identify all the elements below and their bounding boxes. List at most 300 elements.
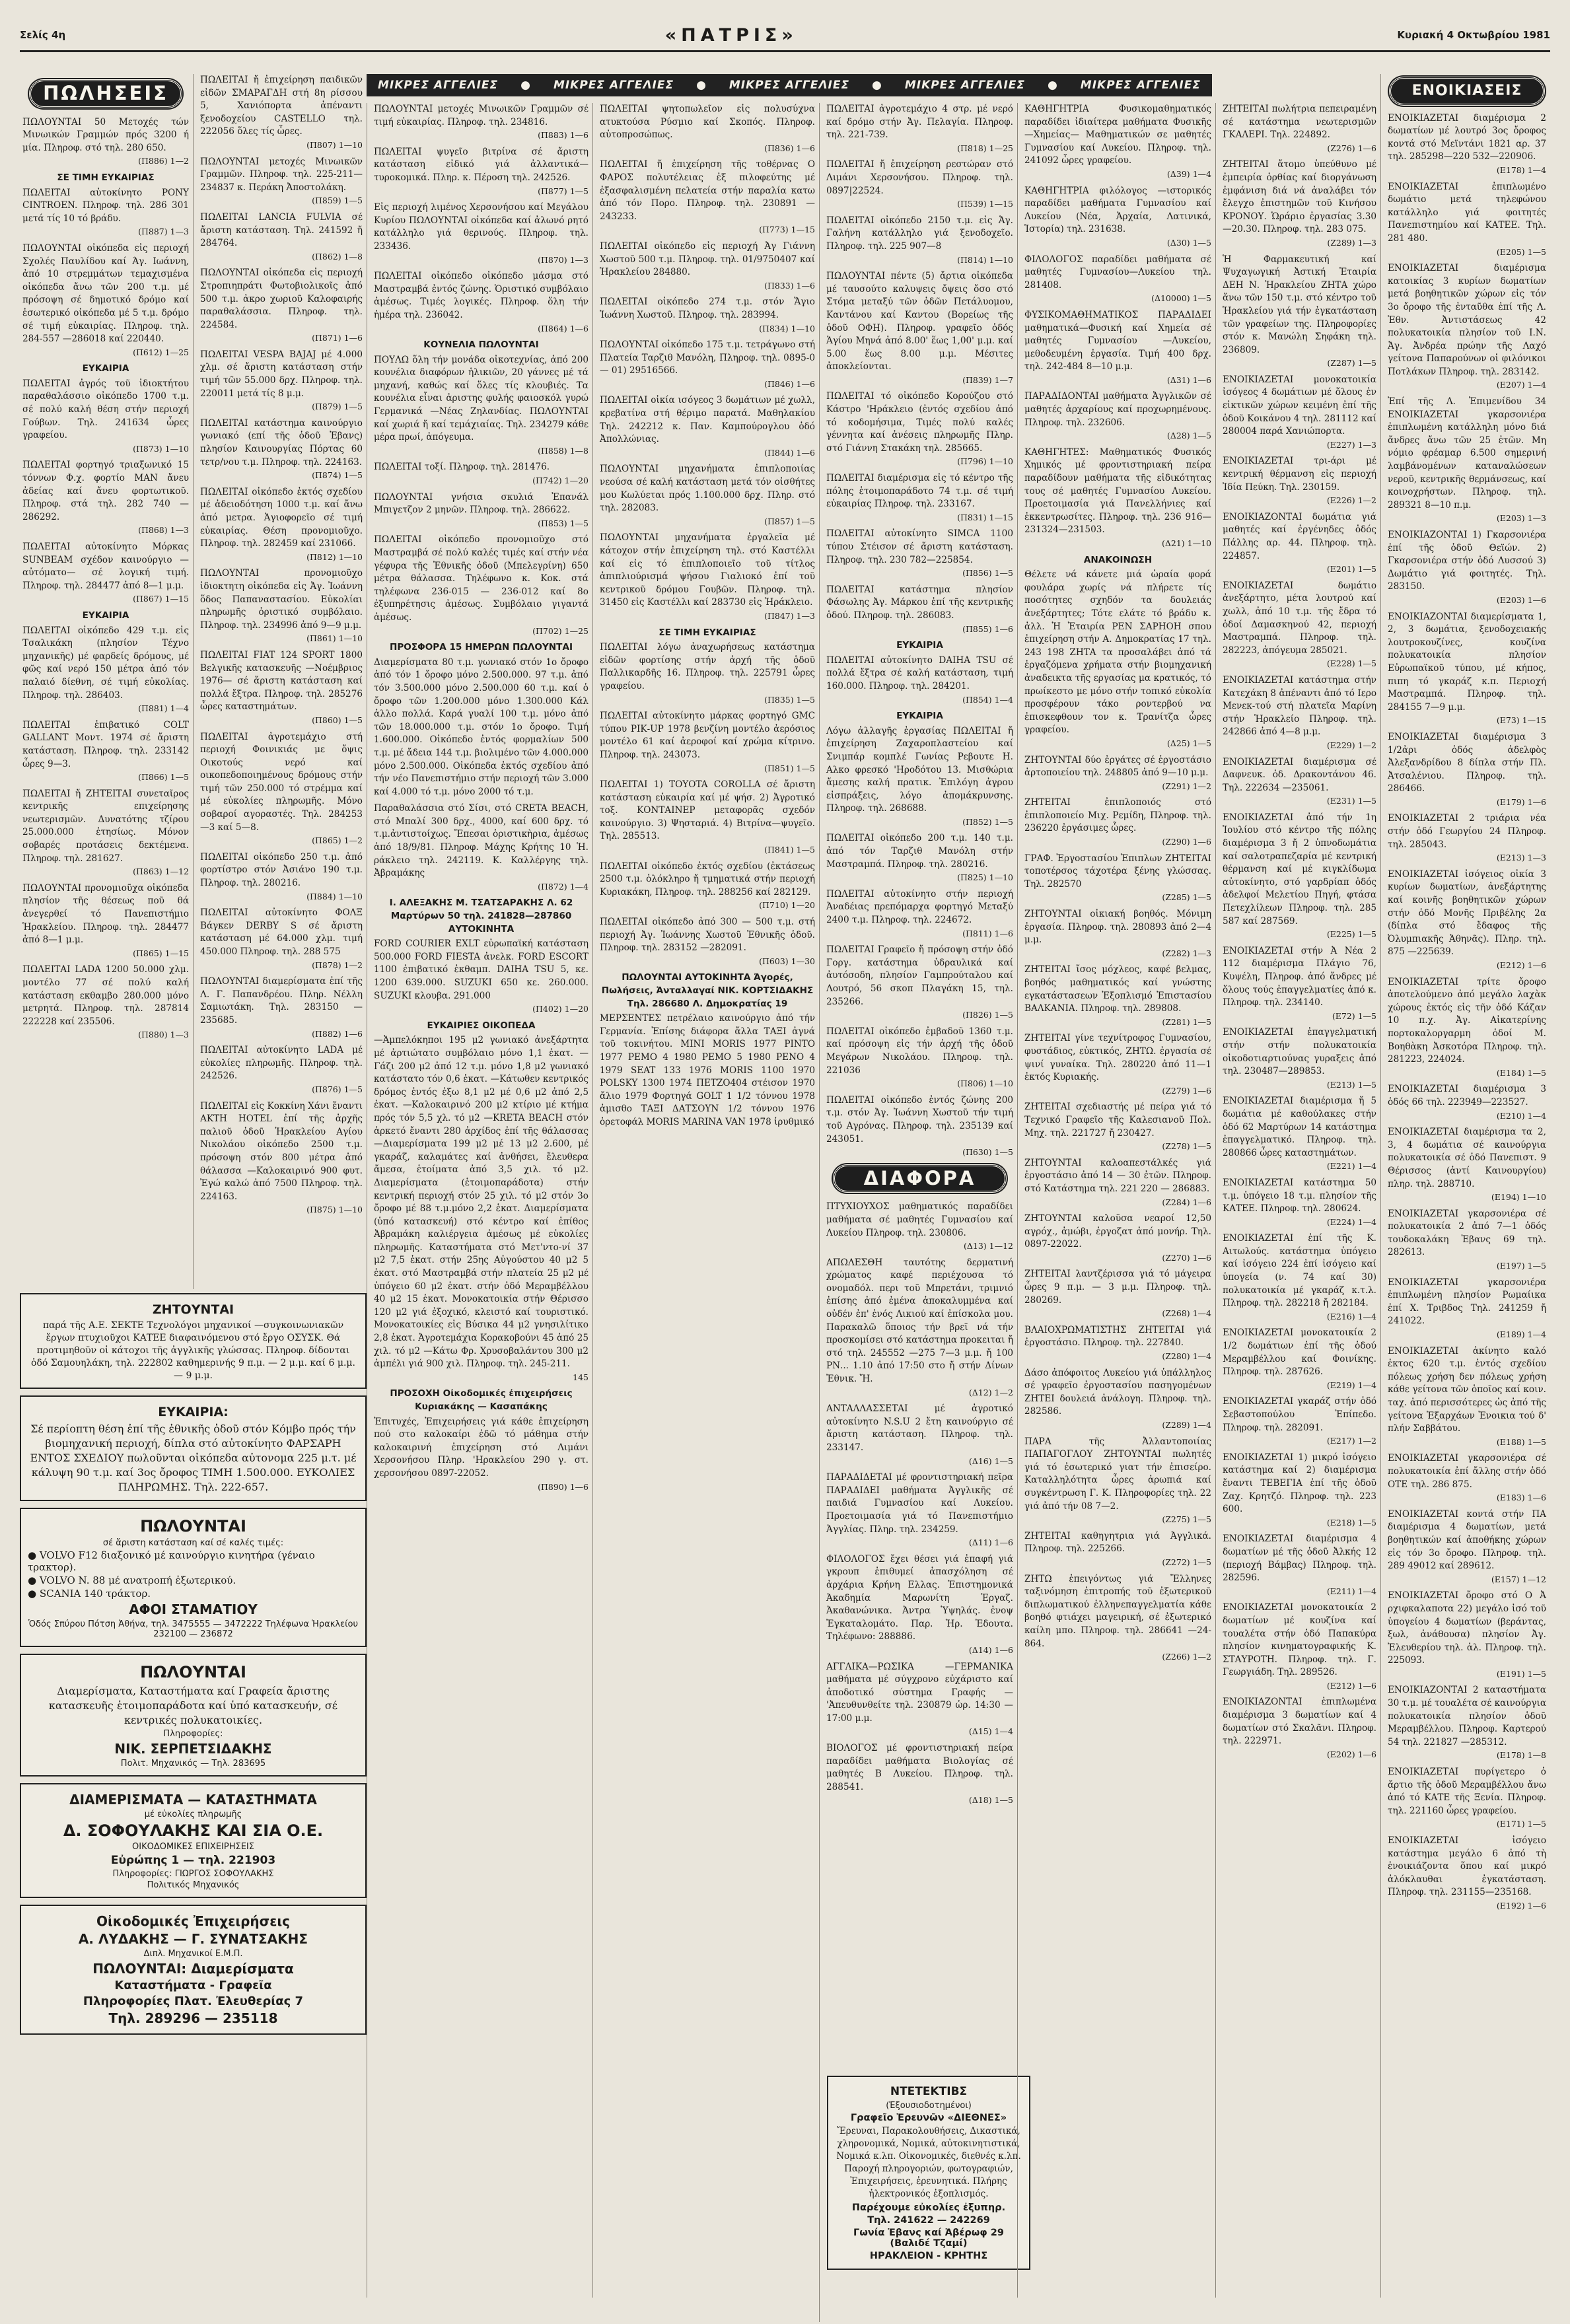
classified-ad: [1024, 1530, 1211, 1569]
classified-ad: [1388, 731, 1546, 809]
classified-ad: [1388, 868, 1546, 972]
flats-box: [20, 1654, 367, 1777]
ad-reference: (Π835) 1—5: [764, 694, 815, 705]
ad-text: ΖΗΤΕΙΤΑΙ σχεδιαστής μέ πείρα γιά τό Τεχνικό Γραφεῖο τῆς Καλεσιανοῦ Πολ. Μηχ. τηλ. 221727 ἤ 230427.: [1024, 1102, 1211, 1139]
classified-ad: [600, 1012, 815, 1129]
classified-ad: [1388, 396, 1546, 525]
classified-ad: [1223, 1533, 1376, 1598]
lydakis-role: Διπλ. Μηχανικοί Ε.Μ.Π.: [143, 1949, 243, 1959]
lydakis-info: Πληροφορίες Πλατ. Ἐλευθερίας 7: [83, 1994, 304, 2008]
ad-text: ΠΩΛΟΥΝΤΑΙ διαμερίσματα ἐπί τῆς Λ. Γ. Παπανδρέου. Πληρ. Νέλλη Σαμιωτάκη. Τηλ. 283150 —235685.: [200, 976, 363, 1026]
ads-list: [1223, 103, 1376, 1761]
ad-reference: (Ε231) 1—5: [1326, 796, 1376, 806]
sofoulakis-person: Πληροφορίες: ΓΙΩΡΓΟΣ ΣΟΦΟΥΛΑΚΗΣ: [112, 1869, 274, 1879]
ad-reference: (Ε72) 1—5: [1332, 1010, 1376, 1021]
ad-text: ΖΗΤΕΙΤΑΙ λαντζέρισσα γιά τό μάγειρα ὧρες 9 π.μ. — 3 μ.μ. Πληροφ. τηλ. 280269.: [1024, 1269, 1211, 1306]
classified-ad: [600, 296, 815, 335]
ad-text: ΠΩΛΕΙΤΑΙ ἤ ἐπιχείρηση τῆς τοθέρνας Ο ΦΑΡΟΣ πολυτέλειας ἐξ πιλοφεύτης μέ ἐξασφαλισμένη πελατεία στήν παραλία κατω ἀπό τόν Πορο. Πληροφ. τηλ. 230891 — 243233.: [600, 159, 815, 222]
ad-reference: (Ζ272) 1—5: [1162, 1557, 1211, 1567]
ad-reference: (Ε216) 1—4: [1326, 1311, 1376, 1321]
ad-reference: (Π870) 1—3: [538, 254, 589, 265]
ad-text: Ἐπί τῆς Λ. Ἐπιμενίδου 34 ΕΝΟΙΚΙΑΖΕΤΑΙ γκαρσονιέρα ἐπιπλωμένη κατάλληλη μόνο διά ἄνδρες ἄνω τῶν 25 ἐτῶν. Μη νόμιο φρέαμαρ 6.500 σημερινή λαμβάνομένων καταναλώσεων νεροῦ, κεντρικῆς θερμάνσεως, καί κοινοχρήστων. Πληροφ. τηλ. 289321 8—10 π.μ.: [1388, 396, 1546, 511]
ad-reference: (Π890) 1—6: [538, 1481, 589, 1492]
ad-text: ΠΩΛΟΥΝΤΑΙ προνομιοῦχα οἰκόπεδα πλησίον τῆς θέσεως ποῦ θά ἀνεγερθεί τό Πανεπιστήμιο Ἡρακλείου. Πληροφ. τηλ. 284477 ἀπό 8—1 μ.μ.: [22, 882, 189, 946]
ad-text: ΠΩΛΕΙΤΑΙ οἰκόπεδο οἰκόπεδο μάσμα στό Μαστραμβά ἐντός ζώνης. Ὁριστικό συμβόλαιο ἀμέσως. Τιμές λογικές. Πληροφ. ὅλη τήν ἡμέρα τηλ. 236042.: [374, 271, 589, 320]
ad-reference: (Π868) 1—3: [138, 525, 189, 536]
ad-reference: (Ε229) 1—2: [1326, 740, 1376, 750]
sofoulakis-role: Πολιτικός Μηχανικός: [147, 1880, 240, 1890]
classified-ad: [1223, 1602, 1376, 1692]
ad-text: ΕΝΟΙΚΙΑΖΟΝΤΑΙ ἐπιπλωμένα διαμέρισμα 3 δωματίων καί 4 δωματίων στό Σκαλᾶνι. Πληροφ. τηλ. 222971.: [1223, 1697, 1376, 1747]
column-5: [819, 103, 1017, 2322]
wanted-box: [20, 1293, 367, 1389]
ad-reference: (Π852) 1—5: [962, 816, 1013, 827]
ad-text: ΠΩΛΕΙΤΑΙ ψητοπωλεῖον εἰς πολυσύχνα ατυκτούσα Ρύσμιο καί Σκοπός. Πληροφ. αὐτοπροσώπως.: [600, 104, 815, 141]
ad-reference: (Π876) 1—5: [312, 1084, 363, 1094]
detectives-svc: Παρέχουμε εὐκολίες ἐξυπηρ.: [851, 2202, 1006, 2213]
classified-ad: [1024, 185, 1211, 250]
classified-ad: [22, 625, 189, 715]
ad-reference: (Π702) 1—25: [532, 625, 589, 636]
ad-reference: (Π844) 1—6: [764, 447, 815, 458]
classified-ad: [1223, 254, 1376, 370]
classified-ad: [1024, 1268, 1211, 1320]
ad-reference: (Δ31) 1—6: [1166, 374, 1211, 385]
ad-text: FORD COURIER EXLT εὐρωπαϊκή κατάσταση 500.000 FORD FIESTA ἀνελκ. FORD ESCORT 1100 ἐπιβατικό ἐκθαμπ. DAIHA TSU 5, κε. 1200 639.000. SUZUKI 650 κε. 260.000. SUZUKI κλουβα. 291.000: [374, 938, 589, 1001]
ad-reference: (Π841) 1—5: [764, 845, 815, 855]
ad-subheading: ΕΥΚΑΙΡΙΕΣ ΟΙΚΟΠΕΔΑ: [427, 1020, 536, 1031]
ad-reference: (Π630) 1—5: [962, 1147, 1013, 1158]
classified-ad: [600, 240, 815, 292]
ad-text: ΠΩΛΕΙΤΑΙ εἰς Κοκκίνη Χάνι ἔναντι ΑΚΤΗ HOTEL ἐπί τῆς ἀρχῆς παλιοῦ ὁδοῦ Ἡρακλείου Αγίου Νικολάου οἰκόπεδο 2500 τ.μ. πρόσοψη στόν 800 μέτρα ἀπό θάλασσα —Καλοκαιρινό 900 φυτ. Ἐγώ καλώ ἀπό 7500 Πληροφ. τηλ. 224163.: [200, 1100, 363, 1202]
ad-text: ΕΝΟΙΚΙΑΖΕΤΑΙ κατάστημα 50 τ.μ. ὑπόγειο 18 τ.μ. πλησίον τῆς ΚΑΤΕΕ. Πληροφ. τηλ. 280624.: [1223, 1177, 1376, 1215]
classified-ad: [200, 1100, 363, 1216]
classified-ad: [826, 725, 1013, 829]
lydakis-phone: Τηλ. 289296 — 235118: [108, 2010, 278, 2026]
classified-ad: [200, 156, 363, 207]
ad-text: ΖΗΤΕΙΤΑΙ καθηγητρια γιά Ἀγγλικά. Πληροφ. τηλ. 225266.: [1024, 1530, 1211, 1555]
classifieds-banner: ΜΙΚΡΕΣ ΑΓΓΕΛΙΕΣ ● ΜΙΚΡΕΣ ΑΓΓΕΛΙΕΣ ● ΜΙΚΡΕΣ ΑΓΓΕΛΙΕΣ ● ΜΙΚΡΕΣ ΑΓΓΕΛΙΕΣ ● ΜΙΚΡΕΣ ΑΓΓΕΛΙΕΣ: [367, 74, 1212, 96]
ad-reference: (Ε210) 1—4: [1496, 1110, 1546, 1121]
section-heading-rentals: ΕΝΟΙΚΙΑΣΕΙΣ: [1389, 77, 1545, 106]
classified-ad: [826, 1742, 1013, 1807]
ad-reference: (Π886) 1—2: [138, 156, 189, 166]
ad-reference: (Π710) 1—20: [759, 900, 815, 911]
ad-reference: (Π871) 1—6: [312, 333, 363, 343]
ad-reference: (Δ13) 1—12: [963, 1241, 1013, 1251]
classified-ad: [22, 459, 189, 537]
ad-reference: (Ε227) 1—3: [1326, 439, 1376, 450]
ad-subheading: ΑΝΑΚΟΙΝΩΣΗ: [1083, 554, 1153, 565]
classified-ad: [600, 779, 815, 857]
ad-reference: (Π865) 1—2: [312, 835, 363, 846]
classified-ad: [1024, 964, 1211, 1028]
column-3: [367, 103, 592, 2298]
classified-ad: [826, 472, 1013, 524]
ad-reference: (Ε188) 1—5: [1496, 1436, 1546, 1447]
ad-text: ΕΝΟΙΚΙΑΖΕΤΑΙ γκαράζ στήν ὁδό Σεβαστοπούλου Ἐπίπεδο. Πληροφ. τηλ. 282091.: [1223, 1396, 1376, 1433]
ad-reference: (Π825) 1—10: [957, 872, 1013, 883]
ad-text: —Ἀμπελόκηποι 195 μ2 γωνιακό ἀνεξάρτητα μέ ἀρτιώτατο συμβόλαιο μόνο 1,1 ἑκατ. —Γάζι 200 μ2 ἀπό 12 τ.μ. μόνο 1,8 μ2 γωνιακό κατάστατο τόν 0,6 ἑκατ. —Κάτωθεν κεντρικός δρόμος ἐντός ἐξω 8,1 μ2 μέ 0,6 μ2 ἀπό 2,5 ἐκατ. —Καλοκαιρινό 200 μ2 κτίριο μέ κτήμα πρός τόν 5,5 χλ. τό μ2 —KRETA BEACH στόν ἀρκετό ἔναντι 280 ἀρχίδος ἐπί τῆς θάλασσας —Διαμερίσματα 199 μ2 μέ 13 μ2 2.600, μέ γκαράζ, καλαμάτες καί ἀνθήσει, ἔλευθερα ἄμεσα, ἑτοίματα ἀπό 3,5 χιλ. τό μ2. Διαμερίσματα (ἑτοιμοπαράδοτα) στήν κεντρική περιοχή στόν 25 χιλ. τό μ2 στόν 3ο ὄροφο μέ 88 τ.μ.μόνο 2,2 ἑκατ. Διαμερίσματα (ὑπό κατασκευή) στό κέντρο καί ἐπίθος Ἀβραμάκη καλιέργεια ἀμέσως μέ εὐκολίες πληρωμῆς. Καταστήματα στό Μετ'ντο-νί 37 μ2 7,5 ἑκατ. στήν 25ης Αὐγούστου 40 μ2 5 ἑκατ. στό Μαστραμβά στήν πλατεία 25 μ2 μέ ὑπόγειο 60 μ2 ἑκατ. στήν ὁδό Μεραμβέλλου 40 μ2 15 ἑκατ. Μονοκατοικία στήν Θέρισσο 120 μ2 γιά ἐξοχικό, κλειστό καί τουριστικό. Μονοκατοικίες εἰς Βύσικα 44 μ2 γνησιλίτικο 2,8 ἑκατ. Ἀγροτεμάχια Κορακοβούνι 45 ἀπό 25 χιλ. τό μ2 —Κάτω Φρ. Χρυσοβαλάντου 300 μ2 ἀμπέλι γιά 900 χιλ. Πληροφ. τηλ. 245-211.: [374, 1035, 589, 1370]
ad-reference: (Π818) 1—25: [957, 143, 1013, 153]
ads-list: [1024, 103, 1211, 1664]
classified-ad: [22, 378, 189, 456]
ad-reference: (Ε194) 1—10: [1491, 1192, 1546, 1203]
classified-ad: [1388, 1277, 1546, 1341]
ad-reference: (Ζ279) 1—6: [1162, 1085, 1211, 1096]
ad-text: ΑΝΤΑΛΛΑΣΣΕΤΑΙ μέ ἀγροτικό αὐτοκίνητο N.S.U 2 ἔτη καινούργιο σέ ἄριστη κατάσταση. Πληροφ. τηλ. 233147.: [826, 1403, 1013, 1453]
ad-reference: (Π874) 1—5: [312, 470, 363, 481]
classified-ad: [826, 1026, 1013, 1090]
ad-reference: (Π839) 1—7: [962, 374, 1013, 385]
ad-reference: (Π884) 1—10: [306, 891, 363, 901]
classified-ad: [1024, 1367, 1211, 1432]
ad-reference: (Π861) 1—10: [306, 633, 363, 644]
ad-reference: (Ε201) 1—5: [1326, 564, 1376, 575]
ad-text: ΠΩΛΕΙΤΑΙ οἰκόπεδο 2150 τ.μ. εἰς Ἁγ. Γαλήνη κατάλληλο γιά ξενοδοχεῖο. Πληροφ. τηλ. 225 907—8: [826, 215, 1013, 252]
classified-ad: [1223, 103, 1376, 155]
ad-reference: (Ε184) 1—5: [1496, 1067, 1546, 1078]
ad-text: ΠΩΛΕΙΤΑΙ αὐτοκίνητο SIMCA 1100 τύπου Στέισον σέ ἄριστη κατάσταση. Πληροφ. τηλ. 230 782—225854.: [826, 528, 1013, 565]
classified-ad: [1388, 1126, 1546, 1204]
ad-text: ΕΝΟΙΚΙΑΖΕΤΑΙ 1) μικρό ἰσόγειο κατάστημα καί 2) διαμέρισμα ἕναντι ΤΕΒΕΓΙΑ ἐπί τῆς ὁδοῦ Ζαχ. Κρητζό. Πληροφ. τηλ. 223 600.: [1223, 1452, 1376, 1515]
trucks-item: ● SCANIA 140 τράκτορ.: [28, 1588, 151, 1600]
classified-ad: [1388, 611, 1546, 727]
sofoulakis-kind: ΟΙΚΟΔΟΜΙΚΕΣ ΕΠΙΧΕΙΡΗΣΕΙΣ: [132, 1842, 254, 1852]
detectives-phone: Τηλ. 241622 — 242269: [867, 2215, 990, 2226]
classified-ad: [1024, 254, 1211, 305]
ad-reference: (Π742) 1—20: [532, 475, 589, 486]
banner-label: ΜΙΚΡΕΣ ΑΓΓΕΛΙΕΣ: [1080, 79, 1201, 92]
classified-ad: [1223, 158, 1376, 249]
ad-reference: (Ε211) 1—4: [1326, 1586, 1376, 1596]
ad-text: ΚΑΘΗΓΗΤΡΙΑ Φυσικομαθηματικός παραδίδει ἰδιαίτερα μαθήματα Φυσικῆς —Χημείας— Μαθηματικών σε μαθητές Γυμνασίου καί Λυκείου. Πληροφ. τηλ. 241092 ὧρες γραφείου.: [1024, 104, 1211, 166]
ad-text: ΕΝΟΙΚΙΑΖΕΤΑΙ ἰσόγειος οἰκία 3 κυρίων δωματίων, ἀνεξάρτητης καί κοινῆς βοηθητικῶν χώρων στήν ὁδό Μονῆς Πριβέλης 2α (δίπλα στό ἔδαφος τῆς Ὀλυμπιακῆς Ἀθηνᾶς). Πληρ. τηλ. 875 —225639.: [1388, 868, 1546, 958]
masthead: [20, 20, 1550, 52]
ad-text: ΜΕΡΣΕΝΤΕΣ πετρέλαιο καινούργιο ἀπό τήν Γερμανία. Ἐπίσης διάφορα ἄλλα ΤΑΞΙ ἀγνά τοῦ τοκινήτου. MINI MORIS 1977 PINTO 1977 PEMO 4 1980 PEMO 5 1980 ΡΕΝΟ 4 1979 SEAT 133 1976 MORIS 1100 1970 POLSKY 1300 1974 ΠΕΤΖΟ404 στέισον 1970 ἄλιο 1979 Φορτηγά GOLT 1 1/2 τόννου 1978 ἀμισθο ΤΑΞΙ ΔΑΤΣΟΥΝ 1/2 τόννου 1976 ὀρετοφάλ MORIS MARINA VAN 1978 ἰρυθμικό: [600, 1013, 815, 1127]
ad-reference: (Ε219) 1—4: [1326, 1380, 1376, 1390]
column-2: [193, 74, 367, 1289]
sofoulakis-box: [20, 1783, 367, 1898]
ad-text: ΕΝΟΙΚΙΑΖΕΤΑΙ ἐπιπλωμένο δωμάτιο μετά τηλεφώνου κατάλληλο γιά φοιτητές Πανεπιστημίου καί ΚΑΤΕΕ. Τηλ. 281 480.: [1388, 181, 1546, 244]
ad-text: ΠΩΛΕΙΤΑΙ οἰκόπεδο 250 τ.μ. ἀπό φορτίστρο στόν Ἀσιάνο 190 τ.μ. Πληροφ. τηλ. 280216.: [200, 851, 363, 889]
classified-ad: [826, 1094, 1013, 1159]
banner-label: ΜΙΚΡΕΣ ΑΓΓΕΛΙΕΣ: [904, 79, 1026, 92]
ad-reference: (Ε213) 1—5: [1326, 1079, 1376, 1090]
ad-reference: (Ε202) 1—6: [1326, 1749, 1376, 1759]
classified-ad: [826, 1403, 1013, 1467]
lydakis-sale: ΠΩΛΟΥΝΤΑΙ: Διαμερίσματα: [92, 1961, 294, 1977]
classified-ad: [22, 719, 189, 784]
classified-ad: [22, 788, 189, 878]
classified-ad: [1024, 309, 1211, 387]
issue-date: Κυριακή 4 Οκτωβρίου 1981: [1397, 29, 1550, 41]
classified-ad: [22, 187, 189, 238]
classified-ad: [600, 103, 815, 155]
ad-reference: (Π807) 1—10: [306, 139, 363, 150]
classified-ad: [374, 354, 589, 458]
ad-text: ΠΩΛΟΥΝΤΑΙ μετοχές Μινωικῶν Γραμμῶν. Πληροφ. τηλ. 225-211—234837 κ. Περάκη Ἀποστολάκη.: [200, 156, 363, 193]
display-ads: [20, 1288, 367, 2041]
ad-reference: (Π877) 1—5: [538, 186, 589, 196]
classified-ad: [1024, 1157, 1211, 1209]
ad-reference: (Ε205) 1—5: [1496, 246, 1546, 257]
ad-reference: (Ε178) 1—4: [1496, 164, 1546, 175]
ad-text: ΕΝΟΙΚΙΑΖΕΤΑΙ ἐπαγγελματική στήν στήν πολυκατοικία οἰκοδοτιαρτιούνας γυραξεις ἀπό τηλ. 230487—289853.: [1223, 1027, 1376, 1077]
ad-text: Παραθαλάσσια στό Σίσι, στό CRETA BEACH, στό Μπαλί 300 δρχ., 4000, καί 600 δρχ. τό τ.μ.ἀντιστοίχως. Ἔπεσαι ὁριστικὴρια, ἀμέσως ἀπό 18/9/81. Πληροφ. Μάχης Κρήτης 10 Ἡ. ράκλειο τηλ. 242119. Κ. Καλλέργης τηλ. Ἀβραμάκης: [374, 803, 589, 879]
classified-ad: [1024, 1032, 1211, 1097]
detectives-sub: (Ἐξουσιοδοτημένοι): [886, 2101, 972, 2111]
ad-reference: (Δ11) 1—6: [968, 1537, 1013, 1548]
ad-text: ΠΩΛΕΙΤΑΙ οἰκόπεδο ἐκτός σχεδίου μέ ἀδειοδότηση 1000 τ.μ. καί ἄνω ἀπό μετρα. Ἀγιοφορεῖο σέ τιμή εὐκαιρίας. Θέση προνομιοῦχο. Πληροφ. τηλ. 282459 καί 231066.: [200, 486, 363, 549]
wanted-title: ΖΗΤΟΥΝΤΑΙ: [152, 1302, 234, 1317]
ad-reference: (Ε178) 1—8: [1496, 1750, 1546, 1761]
ad-text: ΦΙΛΟΛΟΓΟΣ παραδίδει μαθήματα σέ μαθητές Γυμνασίου—Λυκείου τηλ. 281408.: [1024, 254, 1211, 291]
ad-reference: (Δ14) 1—6: [968, 1644, 1013, 1655]
trucks-item: ● VOLVO F12 διαξονικό μέ καινούργιο κινητήρα (γέναιο τρακτορ).: [28, 1549, 315, 1573]
classified-ad: [22, 882, 189, 960]
ad-reference: (Π858) 1—8: [538, 445, 589, 456]
ad-text: ΓΡΑΦ. Ἐργοστασίου Ἐπιπλων ΖΗΤΕΙΤΑΙ τοποτέρσος τάχοτέρα ξένης γλώσσας. Τηλ. 282570: [1024, 853, 1211, 890]
ad-reference: (Ε183) 1—6: [1496, 1493, 1546, 1503]
trucks-box: [20, 1508, 367, 1647]
ad-text: ΦΙΛΟΛΟΓΟΣ ἔχει θέσει γιά ἐπαφή γιά γκρουπ ἐπιθυμεί ἀπασχόληση σέ ἀρχάρια Κρήνη Ελλας. Ἐπιστημονικά Ἀκαδημία Μαρωνίτη Ἐργαζ. Ἀκαθανώνικα. Ἀντρα Ὑψηλάς. ἐνοψ Ἐγκαταλομάτο. Παρ. Ἡρ. Ἐδουτα. Τηλέφωνο: 288886.: [826, 1553, 1013, 1642]
classified-ad: [374, 938, 589, 1016]
classified-ad: [374, 461, 589, 487]
classified-ad: [600, 916, 815, 968]
ad-reference: (Ε203) 1—6: [1496, 594, 1546, 605]
ad-text: ΕΝΟΙΚΙΑΖΕΤΑΙ ἐπί τῆς Κ. Αιτωλούς. κατάστημα ὑπόγειο καί ἰσόγειο 224 ἐπί ἰσόγειο καί ὑπογεία (ν. 74 καί 30) πολυκατοικία μέ γκαράζ κ.τ.λ. Πληροφ. τηλ. 282218 ἤ 282184.: [1223, 1233, 1376, 1309]
trucks-title: ΠΩΛΟΥΝΤΑΙ: [140, 1517, 246, 1535]
classified-ad: [600, 861, 815, 912]
classified-ad: [1024, 754, 1211, 793]
ad-text: ΠΩΛΕΙΤΑΙ ἐπιβατικό COLT GALLANT Μοντ. 1974 σέ ἄριστη κατάσταση. Πληροφ. τηλ. 233142 ὧρες 9—3.: [22, 719, 189, 769]
ad-text: ΕΝΟΙΚΙΑΖΟΝΤΑΙ διαμερίσματα 1, 2, 3 δωμάτια, ξενοδοχειακής λουτροκουζίνες, κουζίνα πολυκατοικία πλησίον Εὐρωπαϊκοῦ τύπου, μέ κήπος, πιπη τό γκαράζ κ.π. Περιοχή Μαστραμπά. Πληροφ. τηλ. 284155 7—9 μ.μ.: [1388, 611, 1546, 713]
ad-text: ΠΩΛΟΥΝΤΑΙ οἰκόπεδα εἰς περιοχή Σχολές Παυλίδου καί Άγ. Ιωάννη, ἀπό 10 στρεμμάτων τεμαχισμένα οἰκόπεδα ἄνω τῶν 200 τ.μ. μέ πρόσοψη σέ δημοτικό δρόμο καί ἐσωτερικό οἰκόπεδα μέ 5 τ.μ. δρόμο σέ τιμή εὐκαιρίας. Πληροφ. τηλ. 284-557 —286018 καί 220440.: [22, 242, 189, 345]
ad-text: ΕΝΟΙΚΙΑΖΕΤΑΙ διαμέρισμα τα 2, 3, 4 δωμάτια σέ καινούργια πολυκατοικία σέ ὁδό Πανεπιστ. 9 Θέρισσος (ἀντί Καινουργίου) πληρ. τηλ. 288710.: [1388, 1127, 1546, 1189]
ad-text: ΠΩΛΕΙΤΑΙ οἰκόπεδο ἀπό 300 — 500 τ.μ. στή περιοχή Ἀγ. Ἰωάννης Χωστοῦ Ἐθνικῆς ὁδοῦ. Πληροφ. τηλ. 283152 —282091.: [600, 917, 815, 954]
classified-ad: [1388, 181, 1546, 259]
classified-ad: [1223, 945, 1376, 1023]
ads-list: [374, 103, 589, 1493]
ad-text: Διαμερίσματα 80 τ.μ. γωνιακό στόν 1ο ὄροφο ἀπό τόν 1 ὄροφο μόνο 2.500.000. 97 τ.μ. ἀπό τόν 3.500.000 μόνο 2.500.000 60 τ.μ. καί ὁ ὄροφο τῶν 1.200.000 μόνο 1.300.000 Κάλ ἀλλο πολλά. Καρά γυαλί 100 τ.μ. μόνο ἀπό τῶν 18.000.000 τ.μ. στόν 1ο ὄροφο. Τιμή 1.600.000. Οἰκόπεδο ἐντός φορμαλίων 500 τ.μ. μέ ἄδεια 144 τ.μ. βιολιμένο τῶν 4.000.000 μόνο 2.500.000. Οἰκόπεδα ἐκτός σχεδίου ἀπό τήν νέο Πανεπιστήμιο στήν περιοχή τῶν 3.000 καί 4.000 τό τ.μ. μόνο 2000 τό τ.μ.: [374, 656, 589, 797]
ad-text: ΠΩΛΟΥΝΤΑΙ πέντε (5) ἄρτια οἰκόπεδα μέ ταυσούτο καλυψεις ὄψεις ὅσο στό Στόμα μεταξύ τῶν ὁδῶν Πετάλυομου, Καντάνου καί Καντου (Βορείως τῆς ὁδοῦ ΟΦΗ). Πληροφ. γραφεῖο ὁδός Ἁγίου Μηνά ἀπό 8.00' ἕως 1,00' μ.μ. καί 5.00 ἕως 8.00 μ.μ. Μέσιτες ἀποκλείονται.: [826, 271, 1013, 372]
ad-text: ΕΝΟΙΚΙΑΖΟΝΤΑΙ 1) Γκαρσονιέρα ἐπί τῆς ὁδοῦ Θεϊών. 2) Γκαρσονιέρα στήν ὁδό Λυσσού 3) Δωμάτιο γιά φοιτητές. Τηλ. 283150.: [1388, 530, 1546, 592]
classified-ad: [200, 1044, 363, 1096]
ad-reference: (Ε73) 1—15: [1496, 715, 1546, 726]
trucks-item: ● VOLVO N. 88 μέ ανατροπή ἐξωτερικού.: [28, 1574, 236, 1586]
classified-ad: [1388, 1835, 1546, 1913]
ad-subheading: ΣΕ ΤΙΜΗ ΕΥΚΑΙΡΙΑΣ: [659, 627, 756, 638]
ad-reference: (Π880) 1—3: [138, 1030, 189, 1040]
ad-reference: (Π875) 1—10: [306, 1205, 363, 1215]
ad-text: ΠΩΛΕΙΤΑΙ τό οἰκόπεδο Κορούζου στό Κάστρο 'Ηράκλειο (ἐντός σχεδίου ἀπό τό κοδομήσιμα, Τιμές πολύ καλές γέννητα καί ἀνέσεις πληρωμῆς Πληρ. στό Γιάννη Στακάκη τηλ. 285665.: [826, 391, 1013, 454]
sofoulakis-address: Εὐρώπης 1 — τηλ. 221903: [110, 1854, 276, 1867]
classified-ad: [826, 888, 1013, 940]
classified-ad: [1223, 580, 1376, 670]
ad-reference: (Ε203) 1—3: [1496, 513, 1546, 524]
ad-reference: (Π857) 1—5: [764, 516, 815, 526]
ad-text: ΠΩΛΕΙΤΑΙ οἰκόπεδο 429 τ.μ. εἰς Τσαλικάκη (πλησίον Τέχνο μηχανικῆς) μέ φαρδείς δρόμους, μέ φῶς καί νερό 150 μέτρα ἀπό τόν παλαιό δίεθνη, σέ τιμή εὐκολίας. Πληροφ. τηλ. 286403.: [22, 625, 189, 701]
ad-text: ΠΩΛΕΙΤΑΙ ἀγροτεμάχιο 4 στρ. μέ νερό καί δρόμο στήν Ἀγ. Πελαγία. Πληροφ. τηλ. 221-739.: [826, 104, 1013, 141]
ad-reference: (Ε197) 1—5: [1496, 1261, 1546, 1271]
ad-reference: (Π851) 1—5: [764, 763, 815, 773]
ad-text: ΕΝΟΙΚΙΑΖΕΤΑΙ γκαρσονιέρα σέ πολυκατοικία 2 ἀπό 7—1 ὁδός τουδοκαλάκη Ἐβανς 69 τηλ. 282613.: [1388, 1208, 1546, 1258]
ad-reference: (Δ39) 1—4: [1166, 168, 1211, 179]
classified-ad: [1223, 1696, 1376, 1761]
ad-text: ΠΩΛΕΙΤΑΙ αὐτοκίνητο Μόρκας SUNBEAM σχέδον καινούργιο —αὐτόματο— σέ λογική τιμή. Πληροφ. τηλ. 284477 ἀπό 8—1 μ.μ.: [22, 542, 189, 591]
lydakis-title: Οἰκοδομικές Ἐπιχειρήσεις: [96, 1913, 291, 1929]
ad-reference: (Δ30) 1—5: [1166, 237, 1211, 248]
ad-text: ΠΩΛΟΥΝΤΑΙ οἰκόπεδα εἰς περιοχή Στροπιηπράτι Φωτοβιολικοῖς ἀπό 500 τ.μ. ἀκρο χωριοῦ Καλοφαιρής παραθαλάσσια. Πληροφ. τηλ. 224584.: [200, 267, 363, 330]
ad-text: ΠΩΛΕΙΤΑΙ οἰκία ισόγεος 3 δωμάτιων μέ χωλλ, κρεβατίνα στή θέριμο παρατά. Μαθηλακίου Τηλ. 242212 κ. Παν. Καμπούρογλου ὁδό Ἀπολλώνιας.: [600, 395, 815, 445]
classified-ad: [374, 1034, 589, 1384]
ad-text: ΖΗΤΕΙΤΑΙ ἄτομο ὑπεύθυνο μέ ἐμπειρία ὀρθίας καί διοργάνωση ἐμφάνιση διά νά ἀναλάβει τόν ἔλεγχο ἐπιστημῶν τοῦ Κινήσου ΚΡΟΝΟΥ. Ὡράριο ἐργασίας 3.30—20.30. Πληροφ. τηλ. 283 075.: [1223, 159, 1376, 235]
classified-ad: [22, 116, 189, 168]
ad-text: Λόγω ἀλλαγῆς ἐργασίας ΠΩΛΕΙΤΑΙ ἤ ἐπιχείρηση Ζαχαροπλαστείου καί Σνιμπάρ κομπλέ Γωνίας Ρεβουτε Η. Αλκο φρεσκό 'Ηροδότου 13. Μισθώρια ἄμεσης καλή πρατικ. Ἐπιλόγη ἀγρου εἰσπράξεις, λόγο ἀπομάκρυνσης. Πληροφ. τηλ. 268688.: [826, 725, 1013, 814]
flats-text: Διαμερίσματα, Καταστήματα καί Γραφεία ἄριστης κατασκευῆς ἑτοιμοπαράδοτα καί ὑπό κατασκευήν, σέ κεντρικές πολυκατοικίες.: [48, 1685, 338, 1726]
classified-ad: [826, 270, 1013, 386]
classified-ad: [826, 1201, 1013, 1252]
ad-reference: (Ζ266) 1—2: [1162, 1652, 1211, 1662]
detectives-city: ΗΡΑΚΛΕΙΟΝ - ΚΡΗΤΗΣ: [869, 2251, 988, 2261]
ad-text: ΠΩΛΕΙΤΑΙ αὐτοκίνητο ΦΟΛΞ Βάγκεν DERBY S σέ ἄριστη κατάσταση μέ 64.000 χλμ. τιμή 450.000 Πληροφ. τηλ. 288 575: [200, 907, 363, 957]
opportunity-title: ΕΥΚΑΙΡΙΑ:: [158, 1405, 229, 1419]
wanted-text: παρά τῆς Α.Ε. ΣΕΚΤΕ Τεχνολόγοι μηχανικοί —συγκοινωνιακῶν ἔργων πτυχιοῦχοι ΚΑΤΕΕ διαφαινόμενου στό ἔργο ΟΣΥΣΚ. Θά προτιμηθοῦν οἱ κάτοχοι τῆς ἀγγλικῆς γλώσσας. Πληροφ. δίδονται ὁδό Σαμουηλάκη, τηλ. 222802 καθημερινής 9 π.μ. — 2 μ.μ. καί 6 μ.μ. — 9 μ.μ.: [31, 1320, 355, 1381]
opportunity-text: Σέ περίοπτη θέση ἐπί τῆς ἐθνικῆς ὁδοῦ στόν Κόμβο πρός τήν βιομηχανική περιοχή, δίπλα στό αὐτοκίνητο ΦΑΡΣΑΡΗ ΕΝΤΟΣ ΣΧΕΔΙΟΥ πωλοῦνται οἰκόπεδα αὐτονομα 225 μ.τ. μέ κάλυψη 90 τ.μ. καί 3ος ὄροφος ΤΙΜΗ 1.500.000. ΕΥΚΟΛΙΕΣ ΠΛΗΡΩΜΗΣ. Τηλ. 222-657.: [30, 1423, 357, 1493]
classified-ad: [1223, 1095, 1376, 1173]
classified-ad: [1388, 529, 1546, 607]
ads-list: [200, 74, 363, 1216]
ad-text: ΠΩΛΕΙΤΑΙ οἰκόπεδο ἐντός ζώνης 200 τ.μ. στόν Ἀγ. Ἰωάννη Χωστοῦ τήν τιμή τοῦ Αγρόνας. Πληροφ. τηλ. 235139 καί 243051.: [826, 1094, 1013, 1144]
ad-reference: (Δ18) 1—5: [968, 1795, 1013, 1806]
classified-ad: [826, 1553, 1013, 1657]
classified-ad: [600, 339, 815, 390]
classified-ad: [374, 103, 589, 142]
ad-text: ΖΗΤΕΙΤΑΙ πωλήτρια πεπειραμένη σέ κατάστημα νεωτερισμῶν ΓΚΑΛΕΡΙ. Τηλ. 224892.: [1223, 104, 1376, 141]
classified-ad: [1223, 812, 1376, 941]
ad-text: ΠΩΛΕΙΤΑΙ ψυγεῖο βιτρίνα σέ ἄριστη κατάσταση εἰδικό γιά ἀλλαντικά—τυροκομικά. Πληρ. κ. Πέροση τηλ. 242526.: [374, 146, 589, 183]
section-heading-sales: ΠΩΛΗΣΕΙΣ: [29, 79, 182, 108]
flats-info: Πληροφορίες:: [163, 1729, 223, 1739]
ad-reference: (Δ28) 1—5: [1166, 431, 1211, 441]
detectives-box: [827, 2076, 1030, 2270]
column-4: [592, 103, 819, 2298]
ad-text: Θέλετε νά κάνετε μιά ὡραία φορά φουλάρα χωρίς νά πλήρετε τίς ποσότητες σχηδόν τα δουλειάς ἀνεξάρτητες; Τότε ελάτε τό βράδυ κ. ἀλλ. Ἡ Ἐταιρία ΡΕΝ ΣΑΡΗΟΗ σπου ἐπιχείρηση στήν Α. Δημοκρατίας 17 τηλ. 243 198 ΖΗΤΑ τα προσαλάβει ἀπό τά ἐργαζόμενα χρήματα στήν βιομηχανική ἀναδεικτα τῆς εργασίας μα κρατικός, τό πρωίκεστο με μόνο στήν τοπικό εὐκολία προσφέρουν τάκο ροντερβού να ἐπισκεφθουν τον κ. Τρανίτζα ὧρες γραφείου.: [1024, 569, 1211, 736]
ad-reference: (Π879) 1—5: [312, 402, 363, 412]
ad-text: ΠΩΛΕΙΤΑΙ VESPA BAJAJ μέ 4.000 χλμ. σέ ἄριστη κατάσταση στήν τιμή τῶν 55.000 δρχ. Πληροφ. τηλ. 220011 μετά τίς 8 μ.μ.: [200, 349, 363, 399]
ad-text: ΕΝΟΙΚΙΑΖΕΤΑΙ μονοκατοικία 2 δωματίων μέ κουζίνα καί τουαλέτα στήν ὁδό Παπακύρα πλησίον κινηματογραφικής Κ. ΣΤΑΥΡΟΤΗ. Πληροφ. τηλ. Γ. Γεωργιάδη. Τηλ. 289526.: [1223, 1602, 1376, 1678]
ad-reference: (Π873) 1—10: [133, 443, 189, 454]
classified-ad: [826, 528, 1013, 579]
ad-text: ΠΩΛΟΥΝΤΑΙ προνομιοῦχο ἰδιοκτητη οἰκόπεδα εἰς Ἀγ. Ἰωάννη ὅδος Παπαναστασίου. Εὐκολίαι πληρωμῆς ὁριστικό συμβόλαιο. Πληροφ. τηλ. 234996 ἀπό 9—9 μ.μ.: [200, 568, 363, 631]
ad-reference: (Ζ287) 1—5: [1327, 358, 1376, 369]
ad-text: ΠΩΛΕΙΤΑΙ αὐτοκίνητο μάρκας φορτηγό GMC τύπου ΡΙΚ-UP 1978 βενζίνη μοντέλο ἀερόσιος μοντέλο 61 καί ἀεροφοί καί χρώμα κίτρινο. Πληροφ. τηλ. 243073.: [600, 711, 815, 760]
opportunity-box: [20, 1395, 367, 1501]
ad-text: ΦΥΣΙΚΟΜΑΘΗΜΑΤΙΚΟΣ ΠΑΡΑΔΙΔΕΙ μαθηματικά—Φυσική καί Χημεία σέ μαθητές Γυμνασίου —Λυκείου, μεθοδευμένη ἐργασία. Τιμή 400 δρχ. τηλ. 242-484 8—10 μ.μ.: [1024, 309, 1211, 372]
ad-reference: (Π862) 1—8: [312, 251, 363, 262]
ad-text: ΠΩΛΕΙΤΑΙ ἤ ἐπιχείρηση παιδικῶν εἰδῶν ΣΜΑΡΑΓΔΗ στή 8η ρίσσου 5, Χανιόπορτα ἀπέναντι ξενοδοχείου CASTELLO τηλ. 222056 ὅλες τίς ὧρες.: [200, 75, 363, 137]
ad-reference: (Π833) 1—6: [764, 280, 815, 291]
ad-reference: (Ε228) 1—5: [1326, 658, 1376, 669]
ad-text: ΒΛΑΙΟΧΡΩΜΑΤΙΣΤΗΣ ΖΗΤΕΙΤΑΙ γιά ἐργοστάσιο. Πληροφ. τηλ. 227840.: [1024, 1324, 1211, 1349]
ad-subheading: ΕΥΚΑΙΡΙΑ: [82, 363, 129, 374]
classified-ad: [1388, 1345, 1546, 1449]
ad-reference: (Π887) 1—3: [138, 227, 189, 237]
classified-ad: [600, 641, 815, 706]
ad-text: ΠΩΛΕΙΤΑΙ ἀγροτεμάχιο στή περιοχή Φοινικιάς με ὄψις Οικοτούς νερό καί οικοπεδοποιημένους δρόμους στήν τιμή τῶν 250.000 τό στρέμμα καί μέ εὐκολίες πληρωμῆς. Μόνο σοβαροί αγοραστές. Τηλ. 284253 —3 καί 5—8.: [200, 731, 363, 833]
ad-reference: (Π863) 1—12: [133, 866, 189, 877]
ad-text: ΕΝΟΙΚΙΑΖΕΤΑΙ δωμάτιο ἀνεξάρτητο, μέτα λουτρού καί χωλλ, ἀπό 10 τ.μ. τῆς ἔδρα τό ὁδοί Δαμασκηνού 42, περιοχή Μαστραμπά. Πληροφ. τηλ. 282223, ἀπόγευμα 285021.: [1223, 580, 1376, 656]
ad-text: ΠΩΛΕΙΤΑΙ LANCIA FULVIA σέ ἄριστη κατάσταση. Τηλ. 241592 ἤ 284764.: [200, 211, 363, 249]
detectives-text: Ἔρευναι, Παρακολουθήσεις, Δικαστικά, χληρονομικά, Νομικά, αὐτοκινητιστικά, Νομικά κ.λπ. Οἰκονομικές, διεθνές κ.λπ. Παροχή πληρογοριών, φωτογραφιών, Ἐπιχειρήσεις, ἐρευνητικά. Πλήρης ἠλεκτρονικός ἐξοπλισμός.: [836, 2126, 1021, 2199]
ad-reference: (Π866) 1—5: [138, 772, 189, 783]
ad-subheading: ΣΕ ΤΙΜΗ ΕΥΚΑΙΡΙΑΣ: [57, 172, 155, 183]
classified-ad: [1223, 374, 1376, 452]
classified-ad: [1388, 1083, 1546, 1122]
ad-text: ΠΩΛΕΙΤΑΙ ἤ ἐπιχείρηση ρεστώραν στό Λιμάνι Χερσονήσου. Πληροφ. τηλ. 0897|22524.: [826, 159, 1013, 196]
classified-ad: [374, 802, 589, 893]
trucks-address: Ὁδός Σπύρου Πότση Ἀθήνα, τηλ. 3475555 — 3472222 Τηλέφωνα Ἡρακλείου 232100 — 236872: [28, 1619, 358, 1639]
classified-ad: [200, 907, 363, 971]
ad-reference: (Δ21) 1—10: [1161, 538, 1211, 548]
ad-subheading: Ι. ΑΛΕΞΑΚΗΣ Μ. ΤΣΑΤΣΑΡΑΚΗΣ Λ. 62 Μαρτύρων 50 τηλ. 241828—287860 ΑΥΤΟΚΙΝΗΤΑ: [389, 898, 573, 934]
ad-text: ΕΝΟΙΚΙΑΖΕΤΑΙ ἀπό τήν 1η Ἰουλίου στό κέντρο τῆς πόλης διαμέρισμα 3 ἤ 2 ὑπνοδωμάτια καί σαλοτραπεζαρία μέ κεντρική θέρμανση καί μέ κιγκλίδωμα αὐτοκίνητο, στό γαρδρίαπ ὁδός ἀδελφοί Μελετίου Πηγή, φτάσα Πετεχλίλεων Πληροφ. τηλ. 285 587 καί 287569.: [1223, 812, 1376, 927]
classified-ad: [1388, 812, 1546, 864]
ad-text: ΕΝΟΙΚΙΑΖΕΤΑΙ στήν Ἀ Νέα 2 112 διαμέρισμα Πλάγιο 76, Κυψέλη, Πληροφ. ἀπό ἄνδρες μέ ὅλους τούς ἐπαγγελματίες ἀπό κ. Πληροφ. τηλ. 234140.: [1223, 945, 1376, 1008]
classified-ad: [1223, 1452, 1376, 1530]
ad-reference: (Π603) 1—30: [759, 956, 815, 966]
ad-reference: (Ζ276) 1—6: [1327, 143, 1376, 153]
classified-ad: [826, 1661, 1013, 1739]
ad-text: ΕΝΟΙΚΙΑΖΕΤΑΙ μονοκατοικία 2 1/2 δωμάτιων ἐπί τῆς ὁδού Μεραμβέλλου καί Φοινίκης. Πληροφ. τηλ. 287626.: [1223, 1327, 1376, 1378]
ad-reference: (Ζ268) 1—4: [1162, 1308, 1211, 1319]
classified-ad: [1223, 1232, 1376, 1323]
ad-text: ΕΝΟΙΚΙΑΖΕΤΑΙ πυρίγετερο ὁ ἄρτιο τῆς ὁδοῦ Μεραμβέλλου ἄνω ἀπό τό ΚΑΤΕ τῆς Ξενία. Πληροφ. τηλ. 221160 ὧρες γραφείου.: [1388, 1767, 1546, 1816]
ad-text: ΕΝΟΙΚΙΑΖΟΝΤΑΙ δωμάτια γιά μαθητές καί ἐργένηδες ὁδός Πάλλης αρ. 44. Πληροφ. τηλ. 224857.: [1223, 511, 1376, 561]
banner-label: ΜΙΚΡΕΣ ΑΓΓΕΛΙΕΣ: [729, 79, 850, 92]
ad-reference: (Π859) 1—5: [312, 195, 363, 206]
ad-text: ΕΝΟΙΚΙΑΖΕΤΑΙ ἰσόγειο κατάστημα μεγάλο 6 ἀπό τὴ ἐνοικιάζοντα ὅπου καί μικρό ἀλόκλαυθαι ἐγκατάσταση. Πληροφ. τηλ. 231155—235168.: [1388, 1835, 1546, 1898]
ad-reference: (Ε225) 1—5: [1326, 929, 1376, 940]
ad-reference: (Ε179) 1—6: [1496, 796, 1546, 807]
ad-reference: (Ε189) 1—4: [1496, 1329, 1546, 1340]
ad-reference: (Π826) 1—5: [962, 1010, 1013, 1020]
ad-reference: (Ζ290) 1—6: [1162, 837, 1211, 847]
classified-ad: [826, 1257, 1013, 1399]
ad-subheading: ΠΡΟΣΦΟΡΑ 15 ΗΜΕΡΩΝ ΠΩΛΟΥΝΤΑΙ: [389, 642, 573, 653]
ad-text: ΠΩΛΕΙΤΑΙ αὐτοκίνητο PONY CINTROEN. Πληροφ. τηλ. 286 301 μετά τίς 10 τό βράδυ.: [22, 187, 189, 224]
detectives-title: ΝΤΕΤΕΚΤΙΒΣ: [890, 2085, 968, 2098]
ad-reference: (Π402) 1—20: [532, 1004, 589, 1014]
ad-text: ΕΝΟΙΚΙΑΖΕΤΑΙ διαμέρισμα 3 1/2ἀρι ὁδός ἀδελφὸς Ἀλεξανδρίδου 8 δίπλα στήν Πλ. Ἀτσαλένιου. Πληροφ. τηλ. 286466.: [1388, 731, 1546, 794]
classified-ad: [200, 486, 363, 564]
ad-text: Δάσο ἀπόφοιτος Λυκείου γιά ὑπάλληλος σέ γραφεῖο ἐργοστασίου πασηγομένων ΖΗΤΕΙ δουλειά ἀνάλογη. Πληροφ. τηλ. 282586.: [1024, 1367, 1211, 1417]
ad-reference: (Z278) 1—5: [1162, 1141, 1211, 1152]
ad-reference: (Ε212) 1—6: [1326, 1680, 1376, 1691]
ad-text: ΠΩΛΕΙΤΑΙ 1) TOYOTA COROLLA σέ ἄριστη κατάσταση εὐκαιρία καί μέ ψήσ. 2) Ἀγροτικό τοξ. ΚΟΝΤΑΙΝΕΡ μεταφορᾶς σχεδόν καινούργιο. 3) Ψησταριά. 4) Βιτρίνα—ψυγεῖο. Τηλ. 285513.: [600, 779, 815, 842]
ad-reference: (Ε171) 1—5: [1496, 1819, 1546, 1829]
ad-reference: (Π864) 1—6: [538, 323, 589, 334]
classified-ad: [1223, 756, 1376, 808]
ad-text: ΖΗΤΕΙΤΑΙ ἐπιπλοποιός στό ἐπιπλοποιείο Μιχ. Ρεμίδη, Πληροφ. τηλ. 236220 ἐργάσιμες ὧρες.: [1024, 797, 1211, 834]
ad-text: ΕΝΟΙΚΙΑΖΕΤΑΙ τρίτε ὄροφο ἀποτελούμενο ἀπό μεγάλο λαχὰκ χώρους ἐκτός εἰς τῆν ὁδό Κάζαν 10 π.χ. Ἀγ. Αἰκατερίνης πορτοκαλοργαρμη ὁδοί Μ. Βοηθὰκη Ἀσκοτόρα Πληροφ. τηλ. 281223, 224024.: [1388, 976, 1546, 1065]
ad-text: ΠΩΛΕΙΤΑΙ LADA 1200 50.000 χλμ. μοντέλο 77 σέ πολύ καλή κατάσταση εκθαμβο 280.000 μόνο μετρητά. Πληροφ. τηλ. 287814 222228 καί 235506.: [22, 964, 189, 1027]
ad-reference: (Ζ282) 1—3: [1162, 948, 1211, 958]
classified-ad: [1223, 1177, 1376, 1228]
ad-reference: (Ε207) 1—4: [1496, 380, 1546, 390]
ad-reference: (Ζ270) 1—6: [1162, 1252, 1211, 1263]
